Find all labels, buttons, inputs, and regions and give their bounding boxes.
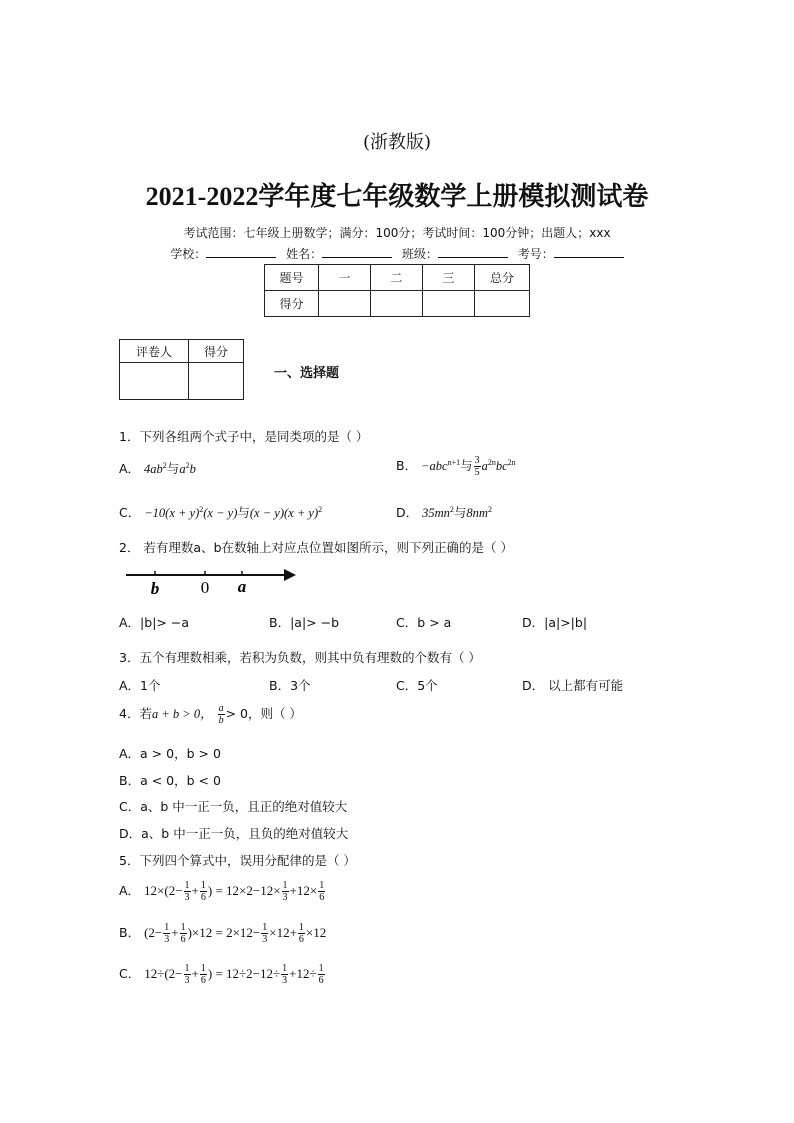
- question-1-option-a[interactable]: A． $4ab^2$与$a^2b$: [119, 460, 196, 476]
- exam-info-line: 考试范围：七年级上册数学；满分：100分；考试时间：100分钟；出题人；xxx: [183, 226, 611, 240]
- class-label: 班级：: [401, 247, 438, 261]
- class-field[interactable]: [438, 246, 508, 258]
- question-2-stem: 2． 若有理数a、b在数轴上对应点位置如图所示，则下列正确的是（ ）: [119, 540, 513, 555]
- number-label: 考号：: [517, 247, 554, 261]
- question-1-option-b[interactable]: B． −abc$^{n+1}$与 $\frac{3}{5}$ $a^{2n}bc^{2n}$: [396, 455, 516, 478]
- question-3-option-b[interactable]: B．3个: [269, 678, 311, 693]
- score-header-cell: 总分: [475, 265, 530, 291]
- exam-title: 2021-2022学年度七年级数学上册模拟测试卷: [145, 182, 649, 211]
- question-2-option-b[interactable]: B．|a|> −b: [269, 615, 340, 630]
- question-5-option-b[interactable]: B． (2− $\frac{1}{3}$ + $\frac{1}{6}$ )×12 = 2×12− $\frac{1}{3}$ ×12+ $\frac{1}{6}$ ×12: [119, 922, 327, 945]
- edition-label: (浙教版): [362, 132, 432, 153]
- score-cell[interactable]: [423, 291, 475, 317]
- grader-table: [119, 339, 244, 400]
- score-header-cell: 二: [371, 265, 423, 291]
- grader-row: [120, 363, 244, 400]
- question-5-stem: 5．下列四个算式中，误用分配律的是（ ）: [119, 853, 356, 868]
- point-b-label: b: [150, 579, 160, 598]
- question-3-stem: 3．五个有理数相乘，若积为负数，则其中负有理数的个数有（ ）: [119, 650, 481, 665]
- question-1-stem: 1．下列各组两个式子中，是同类项的是（ ）: [119, 429, 369, 444]
- question-4-stem: 4．若a + b > 0， $\frac{a}{b}$ > 0，则（ ）: [119, 703, 302, 726]
- section-1-title: 一、选择题: [274, 366, 340, 381]
- question-4-option-c[interactable]: C．a、b 中一正一负，且正的绝对值较大: [119, 799, 348, 814]
- number-line-figure: [124, 564, 300, 600]
- question-4-option-b[interactable]: B．a < 0，b < 0: [119, 773, 221, 788]
- question-2-option-a[interactable]: A．|b|> −a: [119, 615, 189, 630]
- score-header-cell: 题号: [265, 265, 319, 291]
- question-5-option-c[interactable]: C． 12÷(2− $\frac{1}{3}$ + $\frac{1}{6}$ ) = 12÷2−12÷ $\frac{1}{3}$ +12÷ $\frac{1}{6}$: [119, 963, 324, 986]
- question-2-option-d[interactable]: D．|a|>|b|: [522, 615, 588, 630]
- score-cell[interactable]: [475, 291, 530, 317]
- score-cell[interactable]: [319, 291, 371, 317]
- score-table-score-row: [265, 291, 530, 317]
- question-1-option-d[interactable]: D． $35mn^2$与$8nm^2$: [396, 504, 492, 520]
- question-2-option-c[interactable]: C．b > a: [396, 615, 452, 630]
- grader-header-cell: 得分: [189, 340, 244, 363]
- score-table-header-row: [265, 265, 530, 291]
- question-5-option-a[interactable]: A． 12×(2− $\frac{1}{3}$ + $\frac{1}{6}$ ) = 12×2−12× $\frac{1}{3}$ +12× $\frac{1}{6}$: [119, 880, 325, 903]
- score-header-cell: 三: [423, 265, 475, 291]
- question-3-option-a[interactable]: A．1个: [119, 678, 161, 693]
- grader-header-cell: 评卷人: [120, 340, 189, 363]
- student-info-line: [0, 245, 794, 262]
- name-label: 姓名：: [286, 247, 323, 261]
- grader-header-row: [120, 340, 244, 363]
- number-line-arrow: [284, 569, 296, 581]
- number-field[interactable]: [554, 246, 624, 258]
- fraction: $\frac{3}{5}$: [474, 455, 480, 478]
- score-table: [264, 264, 530, 317]
- score-row-label: 得分: [265, 291, 319, 317]
- name-field[interactable]: [322, 246, 392, 258]
- origin-label: 0: [200, 578, 210, 597]
- school-field[interactable]: [206, 246, 276, 258]
- school-label: 学校：: [170, 247, 207, 261]
- question-3-option-d[interactable]: D． 以上都有可能: [522, 678, 624, 693]
- grader-cell[interactable]: [189, 363, 244, 400]
- grader-cell[interactable]: [120, 363, 189, 400]
- question-1-option-c[interactable]: C． $-10(x + y)^2(x - y)$与$(x - y)(x + y)^2$: [119, 504, 323, 520]
- question-4-option-a[interactable]: A．a > 0，b > 0: [119, 746, 221, 761]
- question-4-option-d[interactable]: D．a、b 中一正一负，且负的绝对值较大: [119, 826, 349, 841]
- question-3-option-c[interactable]: C．5个: [396, 678, 438, 693]
- score-header-cell: 一: [319, 265, 371, 291]
- fraction: $\frac{a}{b}$: [218, 703, 224, 726]
- score-cell[interactable]: [371, 291, 423, 317]
- point-a-label: a: [237, 577, 247, 596]
